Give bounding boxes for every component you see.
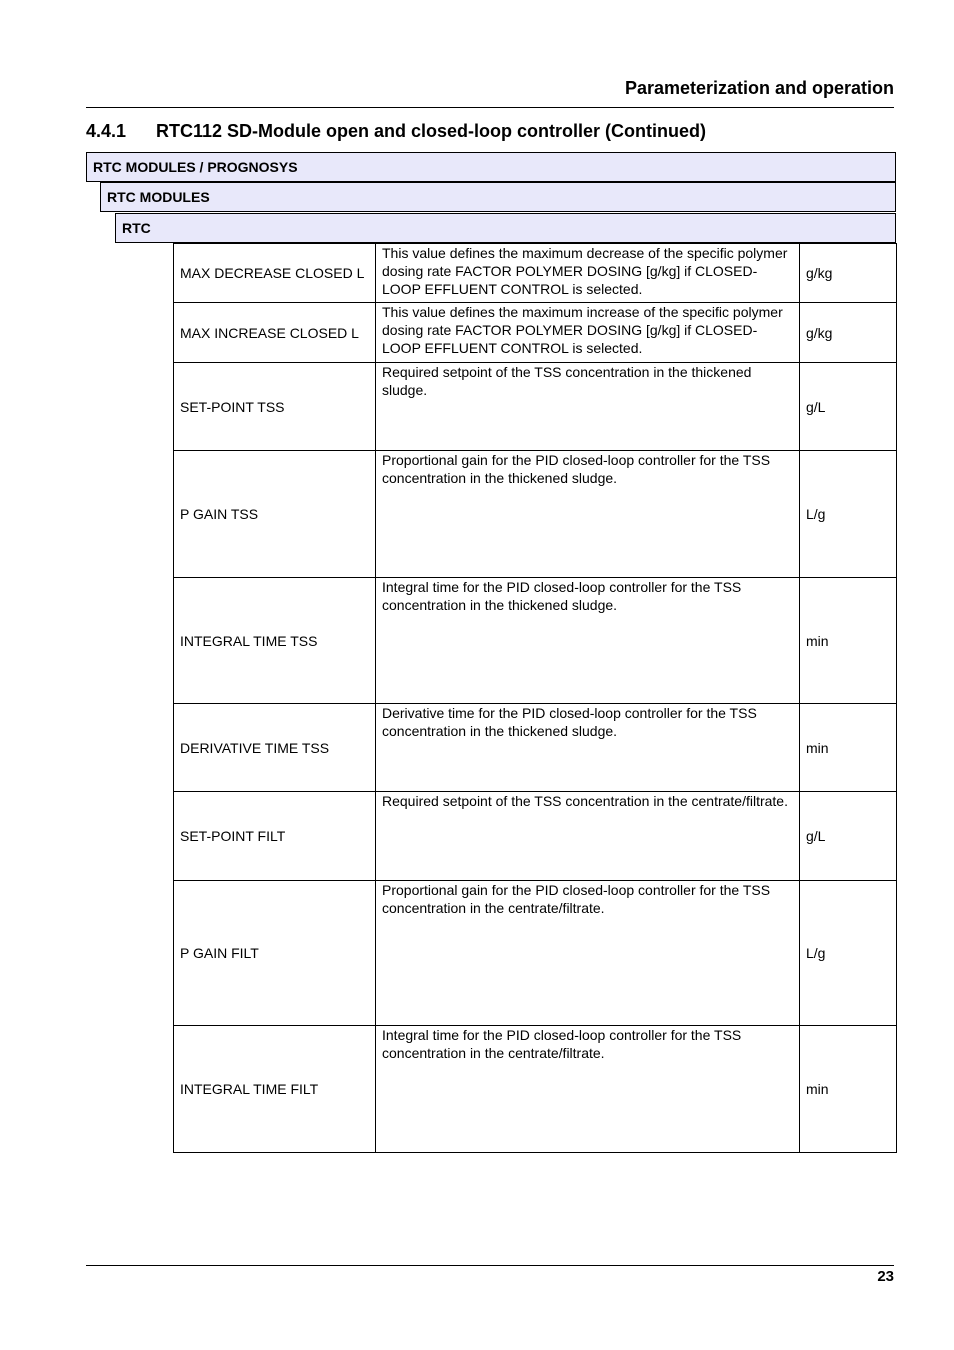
parameter-unit: g/kg: [800, 244, 897, 303]
parameter-unit: min: [800, 1026, 897, 1153]
parameter-name: MAX DECREASE CLOSED L: [174, 244, 376, 303]
menu-path-level-1: RTC MODULES / PROGNOSYS: [86, 152, 896, 182]
parameter-unit: g/L: [800, 792, 897, 881]
footer-rule: [86, 1265, 894, 1266]
parameter-name: INTEGRAL TIME TSS: [174, 578, 376, 704]
menu-path-level-3: RTC: [115, 213, 896, 243]
parameter-name: INTEGRAL TIME FILT: [174, 1026, 376, 1153]
menu-path-level-2: RTC MODULES: [100, 182, 896, 212]
parameter-unit: g/kg: [800, 303, 897, 363]
table-row: [174, 303, 897, 363]
table-row: [174, 881, 897, 1026]
parameter-name: P GAIN FILT: [174, 881, 376, 1026]
parameter-description: This value defines the maximum increase of the specific polymer dosing rate FACTOR POLYMER DOSING [g/kg] if CLOSED-LOOP EFFLUENT CONTROL is selected.: [376, 303, 800, 363]
parameter-unit: g/L: [800, 363, 897, 451]
parameter-unit: min: [800, 578, 897, 704]
parameter-description: Proportional gain for the PID closed-loop controller for the TSS concentration in the centrate/filtrate.: [376, 881, 800, 1026]
parameter-name: MAX INCREASE CLOSED L: [174, 303, 376, 363]
parameter-name: SET-POINT FILT: [174, 792, 376, 881]
parameter-description: Derivative time for the PID closed-loop controller for the TSS concentration in the thickened sludge.: [376, 704, 800, 792]
parameter-description: Integral time for the PID closed-loop controller for the TSS concentration in the centrate/filtrate.: [376, 1026, 800, 1153]
parameter-description: Required setpoint of the TSS concentration in the centrate/filtrate.: [376, 792, 800, 881]
parameter-unit: L/g: [800, 881, 897, 1026]
header-rule: [86, 107, 894, 108]
section-number: 4.4.1: [86, 121, 127, 141]
parameter-name: SET-POINT TSS: [174, 363, 376, 451]
table-row: [174, 792, 897, 881]
parameter-description: Proportional gain for the PID closed-loop controller for the TSS concentration in the thickened sludge.: [376, 451, 800, 578]
parameter-unit: L/g: [800, 451, 897, 578]
parameter-description: Integral time for the PID closed-loop controller for the TSS concentration in the thickened sludge.: [376, 578, 800, 704]
parameter-name: DERIVATIVE TIME TSS: [174, 704, 376, 792]
section-heading: [86, 121, 706, 142]
table-row: [174, 578, 897, 704]
table-row: [174, 451, 897, 578]
parameter-table: [173, 243, 897, 1153]
section-title: RTC112 SD-Module open and closed-loop controller (Continued): [156, 121, 707, 141]
running-header: Parameterization and operation: [624, 78, 894, 98]
parameter-description: Required setpoint of the TSS concentration in the thickened sludge.: [376, 363, 800, 451]
page-number: 23: [877, 1268, 894, 1285]
parameter-name: P GAIN TSS: [174, 451, 376, 578]
parameter-unit: min: [800, 704, 897, 792]
table-row: [174, 704, 897, 792]
table-row: [174, 1026, 897, 1153]
table-row: [174, 363, 897, 451]
parameter-description: This value defines the maximum decrease of the specific polymer dosing rate FACTOR POLYMER DOSING [g/kg] if CLOSED-LOOP EFFLUENT CONTROL is selected.: [376, 244, 800, 303]
table-row: [174, 244, 897, 303]
